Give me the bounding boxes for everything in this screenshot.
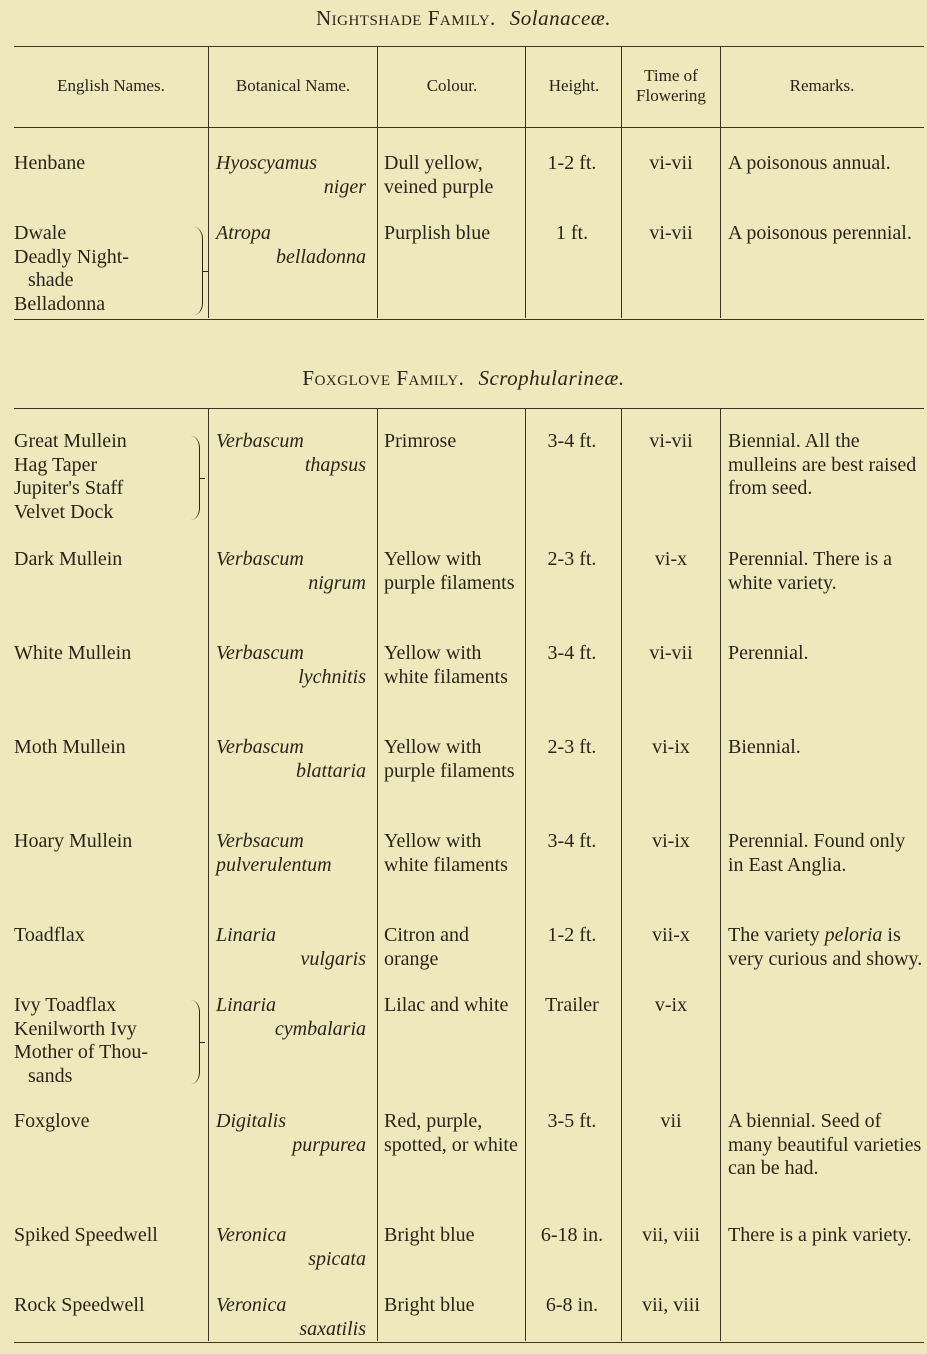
height-cell: 1 ft. [555,222,589,244]
botanical-name-cell: Veronica spicata [216,1224,366,1270]
brace-icon [193,227,203,315]
english-name-cell: Moth Mullein [14,736,126,758]
column-divider [720,47,721,318]
remarks-cell: There is a pink variety. [728,1224,912,1246]
column-divider [377,47,378,318]
botanical-name-cell: Verbascum nigrum [216,548,366,594]
botanical-name-cell: Verbascum lychnitis [216,642,366,688]
remarks-cell: Perennial. Found only in East Anglia. [728,830,906,876]
english-name-cell: Toadflax [14,924,85,946]
english-name-cell: Hoary Mullein [14,830,133,852]
english-name-cell: Dwale Deadly Night- shade Belladonna [14,222,129,315]
header-rule [14,127,924,128]
english-name-cell: White Mullein [14,642,132,664]
botanical-name-cell: Veronica saxatilis [216,1294,366,1340]
column-divider [208,47,209,318]
botanical-name-cell: Atropa belladonna [216,222,366,268]
section-title-foxglove [0,366,927,391]
colour-cell: Bright blue [384,1224,475,1246]
botanical-name-cell: Hyoscyamus niger [216,152,366,198]
family-name: Nightshade Family. [315,6,496,30]
section-title-nightshade [0,6,927,31]
botanical-name-cell: Linaria cymbalaria [216,994,366,1040]
height-cell: 3-4 ft. [547,430,597,452]
remarks-cell: A poisonous annual. [728,152,891,174]
english-name-cell: Dark Mullein [14,548,123,570]
flowering-cell: vii, viii [642,1224,700,1246]
height-cell: 3-4 ft. [547,642,597,664]
botanical-name-cell: Linaria vulgaris [216,924,366,970]
flowering-cell: vii, viii [642,1294,700,1316]
height-cell: 6-18 in. [540,1224,604,1246]
colour-cell: Lilac and white [384,994,509,1016]
column-divider [720,409,721,1341]
header-remarks: Remarks. [789,76,855,95]
column-divider [377,409,378,1341]
remarks-cell: Perennial. [728,642,809,664]
colour-cell: Yellow with white filaments [384,830,508,876]
table-rule [14,46,924,47]
height-cell: 6-8 in. [545,1294,599,1316]
flowering-cell: vi-ix [652,830,690,852]
english-name-cell: Rock Speedwell [14,1294,145,1316]
english-name-cell: Ivy Toadflax Kenilworth Ivy Mother of Thou- sands [14,994,149,1087]
botanical-name-cell: Verbsacum pulverulentum [216,830,332,876]
header-english-names: English Names. [57,76,165,95]
flowering-cell: vi-x [654,548,688,570]
height-cell: 2-3 ft. [547,548,597,570]
height-cell: 1-2 ft. [547,924,597,946]
header-botanical-name: Botanical Name. [235,76,351,95]
botanical-name-cell: Verbascum thapsus [216,430,366,476]
remarks-cell: A poisonous perennial. [728,222,912,244]
family-latin-name: Solanaceæ. [509,6,612,30]
height-cell: 3-4 ft. [547,830,597,852]
colour-cell: Red, purple, spotted, or white [384,1110,518,1156]
remarks-cell: Perennial. There is a white variety. [728,548,893,594]
table-rule [14,1342,924,1343]
colour-cell: Citron and orange [384,924,469,970]
english-name-cell: Foxglove [14,1110,90,1132]
english-name-cell: Henbane [14,152,86,174]
flowering-cell: vi-ix [652,736,690,758]
english-name-cell: Spiked Speedwell [14,1224,158,1246]
brace-icon [190,1000,200,1084]
header-time-of-flowering: Time of Flowering [636,66,706,105]
botanical-name-cell: Digitalis purpurea [216,1110,366,1156]
colour-cell: Dull yellow, veined purple [384,152,494,198]
flowering-cell: vi-vii [649,152,693,174]
colour-cell: Bright blue [384,1294,475,1316]
remarks-cell: The variety peloria is very curious and showy. [728,924,923,970]
colour-cell: Purplish blue [384,222,491,244]
flowering-cell: vi-vii [649,430,693,452]
family-latin-name: Scrophularineæ. [478,366,625,390]
remarks-cell: A biennial. Seed of many beautiful varieties can be had. [728,1110,922,1179]
header-height: Height. [548,76,600,95]
flowering-cell: vii-x [652,924,690,946]
column-divider [525,47,526,318]
colour-cell: Primrose [384,430,457,452]
botanical-name-cell: Verbascum blattaria [216,736,366,782]
flowering-cell: v-ix [654,994,688,1016]
colour-cell: Yellow with white filaments [384,642,508,688]
column-divider [208,409,209,1341]
flowering-cell: vi-vii [649,222,693,244]
colour-cell: Yellow with purple filaments [384,548,515,594]
family-name: Foxglove Family. [302,366,465,390]
remarks-cell: Biennial. All the mulleins are best raised from seed. [728,430,917,499]
table-rule [14,319,924,320]
remarks-cell: Biennial. [728,736,801,758]
height-cell: 2-3 ft. [547,736,597,758]
column-divider [621,47,622,318]
height-cell: 3-5 ft. [547,1110,597,1132]
flowering-cell: vi-vii [649,642,693,664]
brace-icon [190,436,200,520]
table-rule [14,408,924,409]
english-name-cell: Great Mullein Hag Taper Jupiter's Staff Velvet Dock [14,430,127,523]
flowering-cell: vii [660,1110,682,1132]
colour-cell: Yellow with purple filaments [384,736,515,782]
height-cell: 1-2 ft. [547,152,597,174]
header-colour: Colour. [426,76,478,95]
height-cell: Trailer [545,994,599,1016]
